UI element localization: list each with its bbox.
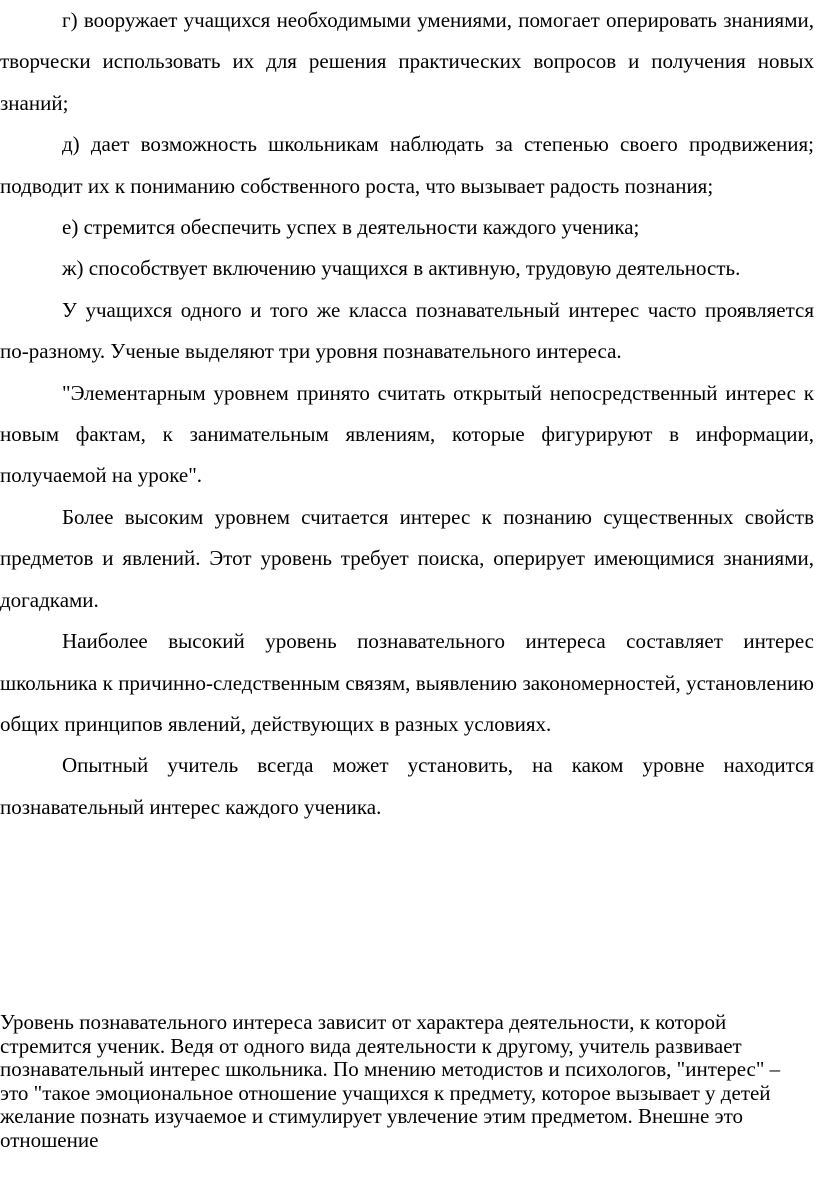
paragraph-elementary-level: "Элементарным уровнем принято считать открытый непосредственный интерес к новым фактам, к занимательным явлениям, которые фигурируют в информации, получаемой на уроке". [0, 380, 814, 488]
paragraph-highest-level: Наиболее высокий уровень познавательного интереса составляет интерес школьника к причинно-следственным связям, выявлению закономерностей, установлению общих принципов явлений, действующих в разных условиях. [0, 629, 814, 736]
paragraph-experienced-teacher: Опытный учитель всегда может установить, на каком уровне находится познавательный интерес каждого ученика. [0, 753, 814, 819]
paragraph-list-item-e: е) стремится обеспечить успех в деятельности каждого ученика; [62, 215, 640, 240]
paragraph-interest-levels-intro: У учащихся одного и того же класса познавательный интерес часто проявляется по-разному. Ученые выделяют три уровня познавательного интереса. [0, 297, 814, 364]
paragraph-interest-dependency: Уровень познавательного интереса зависит от характера деятельности, к которой стремится ученик. Ведя от одного вида деятельности к другому, учитель развивает познавательный интерес школьника. По мнению методистов и психологов, "интерес" – это "такое эмоциональное отношение учащихся к предмету, которое вызывает у детей желание познать изучаемое и стимулирует увлечение этим предметом. Внешне это отношение [0, 1010, 781, 1152]
paragraph-list-item-d: д) дает возможность школьникам наблюдать за степенью своего продвижения; подводит их к пониманию собственного роста, что вызывает радость познания; [0, 132, 814, 198]
paragraph-list-item-g: г) вооружает учащихся необходимыми умениями, помогает оперировать знаниями, творчески использовать их для решения практических вопросов и получения новых знаний; [0, 8, 814, 115]
paragraph-higher-level: Более высоким уровнем считается интерес к познанию существенных свойств предметов и явлений. Этот уровень требует поиска, оперирует имеющимися знаниями, догадками. [0, 504, 814, 612]
paragraph-list-item-zh: ж) способствует включению учащихся в активную, трудовую деятельность. [62, 256, 741, 281]
document-tail-block [0, 1011, 796, 1153]
